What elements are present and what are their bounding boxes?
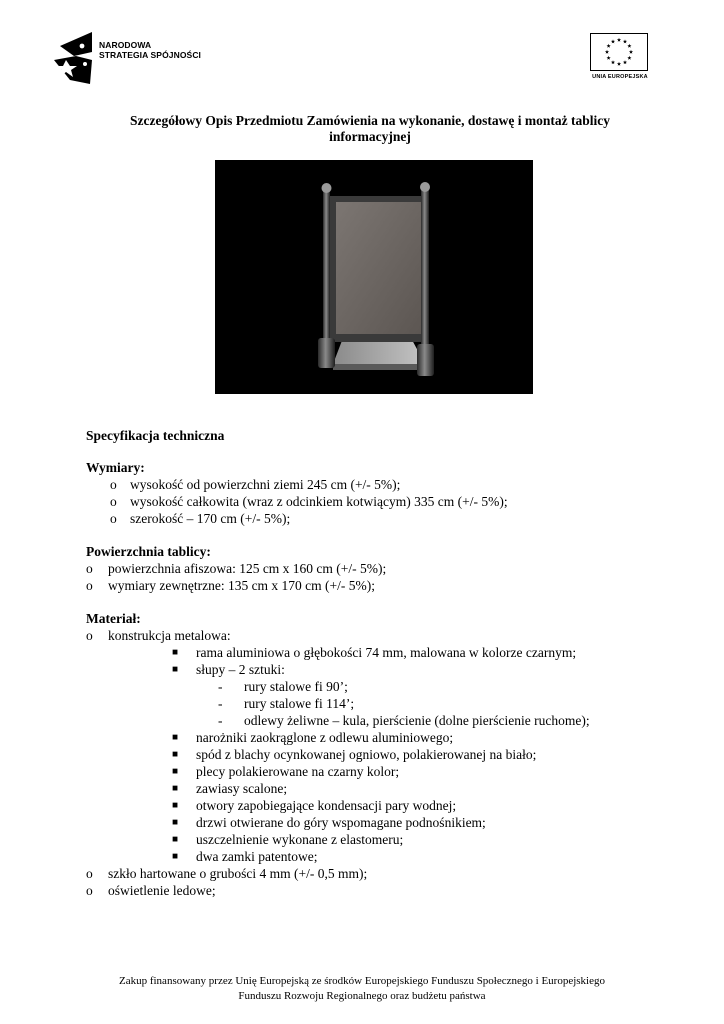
slupy-item-3: odlewy żeliwne – kula, pierścienie (dolne pierścienie ruchome); bbox=[244, 713, 590, 728]
square-bullet-icon: ■ bbox=[172, 817, 179, 828]
circle-bullet-icon: o bbox=[86, 866, 93, 881]
footer-line-1: Zakup finansowany przez Unię Europejską ze środków Europejskiego Funduszu Społecznego i Europejskiego bbox=[118, 975, 605, 987]
dash-bullet-icon: - bbox=[218, 696, 223, 711]
slupy-item-2: rury stalowe fi 114’; bbox=[244, 696, 355, 711]
eu-flag-icon bbox=[590, 33, 648, 71]
logo-line-1: NARODOWA bbox=[99, 40, 152, 50]
material-rama: rama aluminiowa o głębokości 74 mm, malowana w kolorze czarnym; bbox=[196, 645, 577, 660]
square-bullet-icon: ■ bbox=[172, 647, 179, 658]
material-slupy: słupy – 2 sztuki: bbox=[196, 662, 285, 677]
logo-line-2: STRATEGIA SPÓJNOŚCI bbox=[99, 50, 202, 60]
eu-star-icon bbox=[617, 38, 621, 42]
wymiary-item-2: wysokość całkowita (wraz z odcinkiem kotwiącym) 335 cm (+/- 5%); bbox=[130, 494, 508, 509]
material-szklo: szkło hartowane o grubości 4 mm (+/- 0,5 mm); bbox=[108, 866, 368, 881]
eu-logo bbox=[588, 33, 652, 83]
section-heading-specyfikacja: Specyfikacja techniczna bbox=[86, 428, 225, 443]
material-sub-item-3: plecy polakierowane na czarny kolor; bbox=[196, 764, 400, 779]
nss-logo bbox=[52, 30, 212, 86]
material-sub-item-7: uszczelnienie wykonane z elastomeru; bbox=[196, 832, 404, 847]
square-bullet-icon: ■ bbox=[172, 834, 179, 845]
dash-bullet-icon: - bbox=[218, 679, 223, 694]
circle-bullet-icon: o bbox=[86, 883, 93, 898]
square-bullet-icon: ■ bbox=[172, 749, 179, 760]
eu-logo-text: UNIA EUROPEJSKA bbox=[592, 74, 648, 80]
powierzchnia-item-1: powierzchnia afiszowa: 125 cm x 160 cm (+/- 5%); bbox=[108, 561, 387, 576]
wymiary-item-3: szerokość – 170 cm (+/- 5%); bbox=[130, 511, 291, 526]
section-heading-powierzchnia: Powierzchnia tablicy: bbox=[86, 544, 211, 559]
material-sub-item-2: spód z blachy ocynkowanej ogniowo, polakierowanej na biało; bbox=[196, 747, 537, 762]
section-heading-material: Materiał: bbox=[86, 611, 141, 626]
wymiary-item-1: wysokość od powierzchni ziemi 245 cm (+/- 5%); bbox=[130, 477, 401, 492]
eu-star-icon bbox=[611, 39, 615, 43]
circle-bullet-icon: o bbox=[110, 494, 117, 509]
eu-star-icon bbox=[627, 44, 631, 48]
eu-star-icon bbox=[623, 39, 627, 43]
circle-bullet-icon: o bbox=[110, 477, 117, 492]
dash-bullet-icon: - bbox=[218, 713, 223, 728]
footer-line-2: Funduszu Rozwoju Regionalnego oraz budżetu państwa bbox=[238, 990, 486, 1002]
square-bullet-icon: ■ bbox=[172, 732, 179, 743]
eu-star-icon bbox=[627, 56, 631, 60]
material-sub-item-6: drzwi otwierane do góry wspomagane podnośnikiem; bbox=[196, 815, 486, 830]
eu-star-icon bbox=[617, 62, 621, 66]
circle-bullet-icon: o bbox=[86, 561, 93, 576]
eu-star-icon bbox=[629, 50, 633, 54]
material-konstrukcja: konstrukcja metalowa: bbox=[108, 628, 231, 643]
material-oswietlenie: oświetlenie ledowe; bbox=[108, 883, 216, 898]
material-sub-item-4: zawiasy scalone; bbox=[196, 781, 288, 796]
document-title: Szczegółowy Opis Przedmiotu Zamówienia na wykonanie, dostawę i montaż tablicy informacyjnej bbox=[130, 113, 610, 144]
circle-bullet-icon: o bbox=[110, 511, 117, 526]
information-board-image bbox=[215, 160, 533, 394]
product-photo bbox=[215, 160, 533, 394]
square-bullet-icon: ■ bbox=[172, 664, 179, 675]
eu-star-icon bbox=[605, 50, 609, 54]
powierzchnia-item-2: wymiary zewnętrzne: 135 cm x 170 cm (+/- 5%); bbox=[108, 578, 376, 593]
page-footer bbox=[60, 974, 664, 1004]
circle-bullet-icon: o bbox=[86, 578, 93, 593]
eu-star-icon bbox=[611, 60, 615, 64]
eu-star-icon bbox=[623, 60, 627, 64]
material-sub-item-1: narożniki zaokrąglone z odlewu aluminiowego; bbox=[196, 730, 454, 745]
eu-star-icon bbox=[607, 44, 611, 48]
material-sub-item-8: dwa zamki patentowe; bbox=[196, 849, 318, 864]
square-bullet-icon: ■ bbox=[172, 766, 179, 777]
square-bullet-icon: ■ bbox=[172, 851, 179, 862]
eu-star-icon bbox=[607, 56, 611, 60]
section-heading-wymiary: Wymiary: bbox=[86, 460, 145, 475]
nss-logo-mark-icon bbox=[52, 30, 98, 86]
material-sub-item-5: otwory zapobiegające kondensacji pary wodnej; bbox=[196, 798, 457, 813]
slupy-item-1: rury stalowe fi 90’; bbox=[244, 679, 348, 694]
square-bullet-icon: ■ bbox=[172, 783, 179, 794]
square-bullet-icon: ■ bbox=[172, 800, 179, 811]
circle-bullet-icon: o bbox=[86, 628, 93, 643]
